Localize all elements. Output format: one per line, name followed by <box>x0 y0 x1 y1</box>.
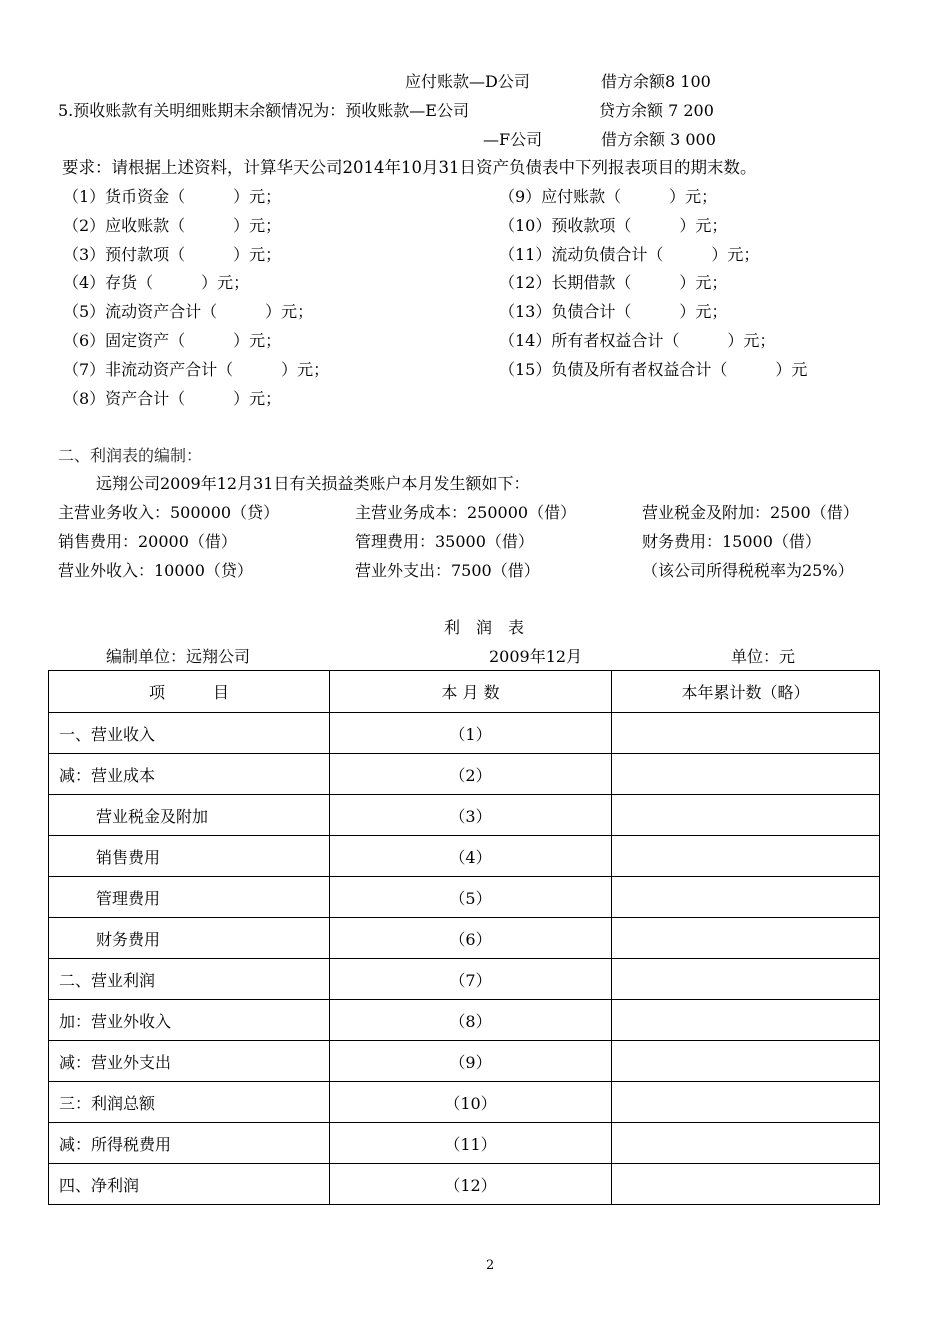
line3-account: —F公司 <box>483 130 543 149</box>
list-item: （12）长期借款（ ）元； <box>499 273 728 292</box>
column-header-item: 项 目 <box>49 671 330 713</box>
row-month-value: （4） <box>330 836 612 877</box>
page-number: 2 <box>486 1258 495 1273</box>
table-row <box>49 877 880 918</box>
row-item-label: 二、营业利润 <box>49 959 330 1000</box>
table-row <box>49 754 880 795</box>
list-item: （14）所有者权益合计（ ）元； <box>499 331 776 350</box>
list-item: （11）流动负债合计（ ）元； <box>499 245 760 264</box>
row-ytd-value <box>612 1082 880 1123</box>
row-month-value: （7） <box>330 959 612 1000</box>
table-header-row <box>49 671 880 713</box>
income-statement-table <box>48 670 880 1205</box>
row-ytd-value <box>612 836 880 877</box>
row-item-label: 销售费用 <box>49 836 330 877</box>
row-ytd-value <box>612 795 880 836</box>
row-ytd-value <box>612 1123 880 1164</box>
row-ytd-value <box>612 959 880 1000</box>
list-item: （13）负债合计（ ）元； <box>499 302 728 321</box>
list-item: （15）负债及所有者权益合计（ ）元 <box>499 360 808 379</box>
account-entry: 主营业务收入：500000（贷） <box>58 503 280 522</box>
row-ytd-value <box>612 754 880 795</box>
account-entry: 管理费用：35000（借） <box>355 532 534 551</box>
section2-intro: 远翔公司2009年12月31日有关损益类账户本月发生额如下： <box>96 474 530 493</box>
row-month-value: （2） <box>330 754 612 795</box>
row-month-value: （10） <box>330 1082 612 1123</box>
list-item: （1）货币资金（ ）元； <box>63 187 282 206</box>
account-entry: 主营业务成本：250000（借） <box>355 503 577 522</box>
tax-rate-note: （该公司所得税税率为25%） <box>642 561 854 580</box>
currency-unit: 单位：元 <box>731 647 796 666</box>
row-ytd-value <box>612 713 880 754</box>
row-month-value: （3） <box>330 795 612 836</box>
column-header-month: 本 月 数 <box>330 671 612 713</box>
row-item-label: 减：所得税费用 <box>49 1123 330 1164</box>
row-item-label: 管理费用 <box>49 877 330 918</box>
row-item-label: 加：营业外收入 <box>49 1000 330 1041</box>
table-row <box>49 1000 880 1041</box>
row-item-label: 三：利润总额 <box>49 1082 330 1123</box>
row-month-value: （9） <box>330 1041 612 1082</box>
table-row <box>49 1082 880 1123</box>
row-ytd-value <box>612 1041 880 1082</box>
column-header-ytd: 本年累计数（略） <box>612 671 880 713</box>
line3-balance: 借方余额 3 000 <box>601 130 716 149</box>
statement-period: 2009年12月 <box>489 647 583 666</box>
list-item: （9）应付账款（ ）元； <box>499 187 718 206</box>
row-month-value: （5） <box>330 877 612 918</box>
account-entry: 营业外支出：7500（借） <box>355 561 540 580</box>
list-item: （4）存货（ ）元； <box>63 273 250 292</box>
row-ytd-value <box>612 1000 880 1041</box>
row-month-value: （1） <box>330 713 612 754</box>
section2-heading: 二、利润表的编制： <box>58 446 203 465</box>
list-item: （8）资产合计（ ）元； <box>63 389 282 408</box>
list-item: （6）固定资产（ ）元； <box>63 331 282 350</box>
table-row <box>49 1123 880 1164</box>
line1-balance: 借方余额8 100 <box>601 72 711 91</box>
row-month-value: （8） <box>330 1000 612 1041</box>
list-item: （2）应收账款（ ）元； <box>63 216 282 235</box>
statement-title: 利 润 表 <box>444 618 525 637</box>
row-month-value: （12） <box>330 1164 612 1205</box>
requirement-text: 要求：请根据上述资料，计算华天公司2014年10月31日资产负债表中下列报表项目的期末数。 <box>62 158 757 177</box>
row-month-value: （11） <box>330 1123 612 1164</box>
line2-balance: 贷方余额 7 200 <box>599 101 714 120</box>
list-item: （5）流动资产合计（ ）元； <box>63 302 314 321</box>
table-row <box>49 795 880 836</box>
line1-account: 应付账款—D公司 <box>405 72 530 91</box>
row-item-label: 营业税金及附加 <box>49 795 330 836</box>
account-entry: 营业外收入：10000（贷） <box>58 561 253 580</box>
account-entry: 销售费用：20000（借） <box>58 532 237 551</box>
preparer-unit: 编制单位：远翔公司 <box>106 647 251 666</box>
list-item: （7）非流动资产合计（ ）元； <box>63 360 330 379</box>
table-row <box>49 1164 880 1205</box>
account-entry: 财务费用：15000（借） <box>642 532 821 551</box>
row-item-label: 财务费用 <box>49 918 330 959</box>
table-row <box>49 918 880 959</box>
table-row <box>49 959 880 1000</box>
line2-prefix: 5.预收账款有关明细账期末余额情况为：预收账款—E公司 <box>58 101 469 120</box>
row-ytd-value <box>612 1164 880 1205</box>
row-ytd-value <box>612 877 880 918</box>
table-row <box>49 1041 880 1082</box>
list-item: （10）预收款项（ ）元； <box>499 216 728 235</box>
row-ytd-value <box>612 918 880 959</box>
table-row <box>49 713 880 754</box>
row-item-label: 减：营业成本 <box>49 754 330 795</box>
row-item-label: 四、净利润 <box>49 1164 330 1205</box>
row-item-label: 一、营业收入 <box>49 713 330 754</box>
row-item-label: 减：营业外支出 <box>49 1041 330 1082</box>
list-item: （3）预付款项（ ）元； <box>63 245 282 264</box>
table-row <box>49 836 880 877</box>
row-month-value: （6） <box>330 918 612 959</box>
account-entry: 营业税金及附加：2500（借） <box>642 503 859 522</box>
